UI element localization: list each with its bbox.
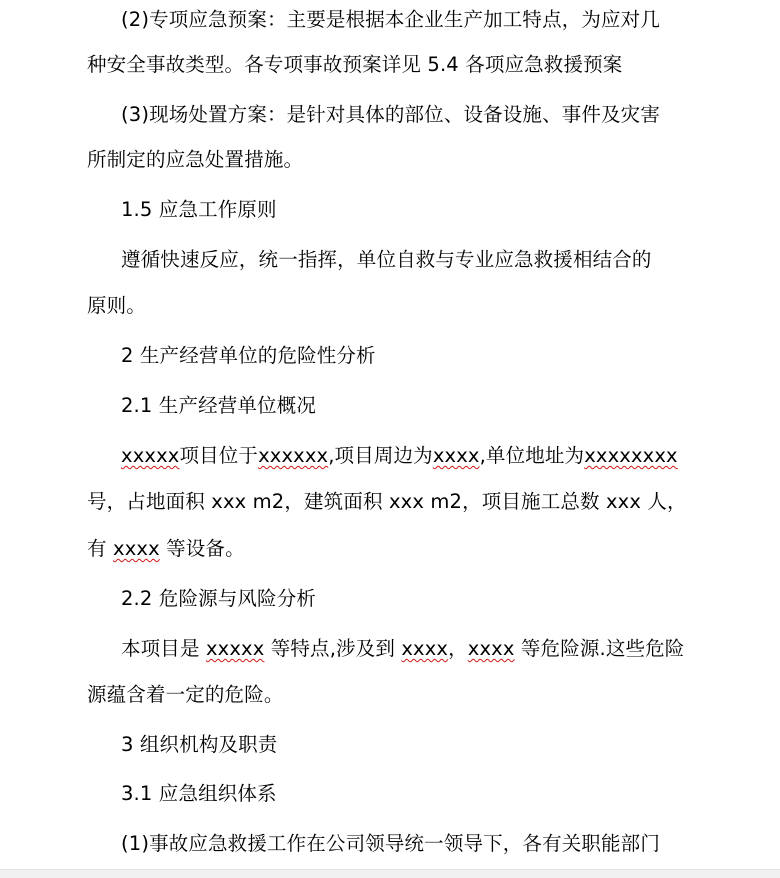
section-heading: 1.5 应急工作原则: [121, 198, 277, 221]
text-run: 本项目是: [121, 637, 206, 660]
paragraph-line: 遵循快速反应，统一指挥，单位自救与专业应急救援相结合的: [121, 248, 652, 271]
paragraph-line: [121, 637, 684, 661]
section-heading: 2.2 危险源与风险分析: [121, 587, 317, 610]
paragraph-line: 种安全事故类型。各专项事故预案详见 5.4 各项应急救援预案: [87, 53, 623, 76]
text-run: 等危险源.这些危险: [514, 637, 685, 660]
text-run: ,单位地址为: [479, 444, 585, 467]
text-run: ,项目周边为: [328, 444, 433, 467]
section-heading: 2.1 生产经营单位概况: [121, 394, 317, 417]
paragraph-line: (2)专项应急预案：主要是根据本企业生产加工特点，为应对几: [121, 8, 660, 31]
text-run: 等设备。: [159, 537, 245, 560]
paragraph-line: (1)事故应急救援工作在公司领导统一领导下，各有关职能部门: [121, 832, 660, 855]
paragraph-line: [121, 444, 678, 468]
paragraph-line: 所制定的应急处置措施。: [87, 148, 304, 171]
spellcheck-word: xxxxxx: [258, 444, 329, 467]
spellcheck-word: xxxx: [113, 537, 160, 560]
section-heading: 3 组织机构及职责: [121, 733, 278, 756]
text-run: ，: [448, 637, 468, 660]
text-run: 等特点,涉及到: [264, 637, 402, 660]
section-heading: 2 生产经营单位的危险性分析: [121, 344, 376, 367]
section-heading: 3.1 应急组织体系: [121, 782, 277, 805]
spellcheck-word: xxxx: [467, 637, 515, 660]
paragraph-line: 源蕴含着一定的危险。: [87, 683, 284, 706]
spellcheck-word: xxxx: [432, 444, 480, 467]
paragraph-line: 原则。: [87, 294, 146, 317]
spellcheck-word: xxxxx: [205, 637, 265, 660]
spellcheck-word: xxxx: [401, 637, 449, 660]
spellcheck-word: xxxxxxxx: [584, 444, 678, 467]
paragraph-line: (3)现场处置方案：是针对具体的部位、设备设施、事件及灾害: [121, 103, 660, 126]
text-run: 有: [87, 537, 113, 560]
paragraph-line: [87, 537, 245, 561]
spellcheck-word: xxxxx: [121, 444, 180, 467]
paragraph-line: 号，占地面积 xxx m2，建筑面积 xxx m2，项目施工总数 xxx 人，: [87, 490, 687, 513]
bottom-edge: [0, 869, 780, 878]
text-run: 项目位于: [179, 444, 259, 467]
